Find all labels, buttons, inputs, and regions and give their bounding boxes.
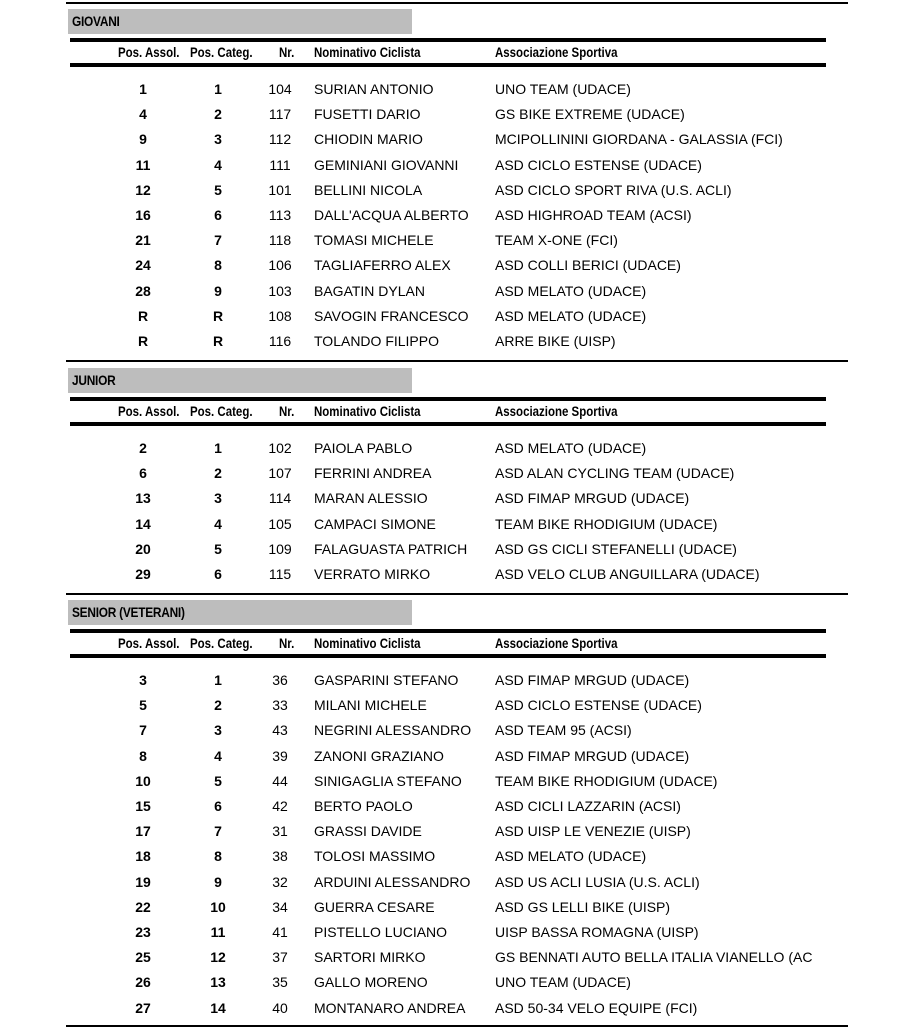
col-header-nr: Nr.	[279, 44, 295, 60]
pos-assol-cell: 21	[135, 232, 151, 249]
pos-assol-cell: 20	[135, 540, 151, 557]
table-row	[0, 106, 912, 131]
club-cell: ASD FIMAP MRGUD (UDACE)	[495, 747, 690, 764]
club-cell: ASD CICLO ESTENSE (UDACE)	[495, 156, 702, 173]
pos-categ-cell: 4	[214, 515, 222, 532]
category-title-bar	[68, 368, 412, 393]
rider-name-cell: FUSETTI DARIO	[314, 106, 421, 123]
table-row	[0, 131, 912, 156]
rider-name-cell: NEGRINI ALESSANDRO	[314, 722, 472, 739]
pos-categ-cell: 13	[210, 974, 226, 991]
pos-categ-cell: 1	[214, 81, 222, 97]
col-header-nr: Nr.	[279, 403, 295, 419]
club-cell: ASD GS LELLI BIKE (UISP)	[495, 898, 671, 915]
club-cell: ASD UISP LE VENEZIE (UISP)	[495, 823, 691, 840]
pos-assol-cell: 28	[135, 282, 151, 299]
pos-categ-cell: 1	[214, 672, 222, 688]
table-row	[0, 697, 912, 722]
divider-line	[66, 593, 848, 595]
table-row	[0, 566, 912, 591]
bib-number-cell: 33	[272, 697, 288, 714]
pos-assol-cell: 16	[135, 207, 151, 223]
col-header-pos-categ: Pos. Categ.	[190, 44, 253, 60]
rider-name-cell: BAGATIN DYLAN	[314, 282, 425, 299]
header-bottom-rule	[70, 654, 826, 658]
col-header-nr: Nr.	[279, 635, 295, 651]
pos-assol-cell: 12	[135, 181, 151, 198]
header-bottom-rule	[70, 422, 826, 426]
divider-line	[66, 360, 848, 362]
col-header-associazione: Associazione Sportiva	[495, 403, 618, 419]
rider-name-cell: BELLINI NICOLA	[314, 181, 423, 198]
bib-number-cell: 112	[268, 131, 292, 148]
bib-number-cell: 107	[268, 465, 292, 482]
table-row	[0, 465, 912, 490]
rider-name-cell: SURIAN ANTONIO	[314, 81, 434, 97]
pos-assol-cell: 25	[135, 949, 151, 966]
rider-name-cell: TOLOSI MASSIMO	[314, 848, 436, 865]
table-row	[0, 722, 912, 747]
pos-categ-cell: 6	[214, 566, 222, 582]
pos-categ-cell: 6	[214, 207, 222, 223]
rider-name-cell: SARTORI MIRKO	[314, 949, 426, 966]
header-bottom-rule	[70, 63, 826, 67]
rider-name-cell: PAIOLA PABLO	[314, 440, 413, 456]
club-cell: ASD CICLO ESTENSE (UDACE)	[495, 697, 702, 714]
col-header-pos-assol: Pos. Assol.	[118, 635, 180, 651]
pos-categ-cell: 5	[214, 772, 222, 789]
rider-name-cell: TOLANDO FILIPPO	[314, 333, 439, 349]
bib-number-cell: 102	[268, 440, 292, 456]
col-header-nominativo: Nominativo Ciclista	[314, 403, 421, 419]
rider-name-cell: VERRATO MIRKO	[314, 566, 431, 582]
club-cell: ASD ALAN CYCLING TEAM (UDACE)	[495, 465, 735, 482]
bib-number-cell: 113	[268, 207, 292, 223]
club-cell: UISP BASSA ROMAGNA (UISP)	[495, 924, 699, 940]
club-cell: ARRE BIKE (UISP)	[495, 333, 616, 349]
rider-name-cell: MILANI MICHELE	[314, 697, 427, 714]
club-cell: GS BENNATI AUTO BELLA ITALIA VIANELLO (AC	[495, 949, 813, 966]
club-cell: ASD MELATO (UDACE)	[495, 440, 647, 456]
table-row	[0, 283, 912, 308]
pos-assol-cell: 5	[139, 697, 147, 714]
pos-assol-cell: 22	[135, 898, 151, 915]
rider-name-cell: ZANONI GRAZIANO	[314, 747, 444, 764]
pos-categ-cell: 1	[214, 440, 222, 456]
club-cell: ASD COLLI BERICI (UDACE)	[495, 257, 681, 274]
bib-number-cell: 118	[268, 232, 292, 249]
club-cell: ASD US ACLI LUSIA (U.S. ACLI)	[495, 873, 700, 890]
pos-categ-cell: 7	[214, 823, 222, 840]
rider-name-cell: FERRINI ANDREA	[314, 465, 432, 482]
rider-name-cell: FALAGUASTA PATRICH	[314, 540, 468, 557]
category-title: JUNIOR	[72, 372, 116, 388]
pos-assol-cell: 8	[139, 747, 147, 764]
pos-assol-cell: 10	[135, 772, 151, 789]
rider-name-cell: MONTANARO ANDREA	[314, 999, 466, 1016]
table-row	[0, 308, 912, 333]
pos-categ-cell: 14	[210, 999, 226, 1016]
table-row	[0, 257, 912, 282]
col-header-associazione: Associazione Sportiva	[495, 44, 618, 60]
pos-categ-cell: 4	[214, 747, 222, 764]
bib-number-cell: 43	[272, 722, 288, 739]
col-header-pos-assol: Pos. Assol.	[118, 403, 180, 419]
rider-name-cell: TAGLIAFERRO ALEX	[314, 257, 451, 274]
table-row	[0, 232, 912, 257]
bib-number-cell: 108	[268, 307, 292, 324]
pos-categ-cell: 7	[214, 232, 222, 249]
bib-number-cell: 117	[268, 106, 292, 123]
rider-name-cell: BERTO PAOLO	[314, 798, 413, 814]
col-header-nominativo: Nominativo Ciclista	[314, 635, 421, 651]
table-row	[0, 974, 912, 999]
bib-number-cell: 34	[272, 898, 288, 915]
pos-categ-cell: 2	[214, 465, 222, 482]
rider-name-cell: GUERRA CESARE	[314, 898, 435, 915]
pos-categ-cell: R	[212, 333, 224, 349]
pos-categ-cell: 3	[214, 722, 222, 739]
club-cell: TEAM X-ONE (FCI)	[495, 232, 618, 249]
pos-assol-cell: 27	[135, 999, 151, 1016]
pos-assol-cell: 19	[135, 873, 151, 890]
club-cell: ASD VELO CLUB ANGUILLARA (UDACE)	[495, 566, 760, 582]
rider-name-cell: CAMPACI SIMONE	[314, 515, 436, 532]
bib-number-cell: 35	[272, 974, 288, 991]
rider-name-cell: PISTELLO LUCIANO	[314, 924, 448, 940]
category-title-bar	[68, 9, 412, 34]
rider-name-cell: GASPARINI STEFANO	[314, 672, 459, 688]
bib-number-cell: 109	[268, 540, 292, 557]
table-row	[0, 1000, 912, 1025]
pos-assol-cell: R	[137, 307, 149, 324]
pos-assol-cell: 24	[135, 257, 151, 274]
rider-name-cell: TOMASI MICHELE	[314, 232, 434, 249]
pos-categ-cell: 4	[214, 156, 222, 173]
table-row	[0, 541, 912, 566]
club-cell: GS BIKE EXTREME (UDACE)	[495, 106, 685, 123]
divider-line	[66, 1025, 848, 1027]
pos-categ-cell: 9	[214, 873, 222, 890]
bib-number-cell: 31	[272, 823, 288, 840]
col-header-pos-categ: Pos. Categ.	[190, 403, 253, 419]
pos-categ-cell: 12	[210, 949, 226, 966]
bib-number-cell: 105	[268, 515, 292, 532]
pos-assol-cell: 14	[135, 515, 151, 532]
table-row	[0, 333, 912, 358]
pos-assol-cell: 13	[135, 490, 151, 507]
table-row	[0, 207, 912, 232]
pos-assol-cell: 2	[139, 440, 147, 456]
table-row	[0, 949, 912, 974]
rider-name-cell: CHIODIN MARIO	[314, 131, 423, 148]
table-row	[0, 899, 912, 924]
club-cell: ASD TEAM 95 (ACSI)	[495, 722, 632, 739]
pos-categ-cell: R	[212, 307, 224, 324]
table-row	[0, 924, 912, 949]
bib-number-cell: 103	[268, 282, 292, 299]
pos-categ-cell: 3	[214, 490, 222, 507]
pos-categ-cell: 10	[210, 898, 226, 915]
category-title: SENIOR (VETERANI)	[72, 604, 185, 620]
header-top-rule	[70, 397, 826, 401]
club-cell: ASD FIMAP MRGUD (UDACE)	[495, 672, 690, 688]
bib-number-cell: 115	[268, 566, 292, 582]
category-section	[0, 600, 912, 1025]
table-row	[0, 748, 912, 773]
divider-line	[66, 2, 848, 4]
pos-categ-cell: 6	[214, 798, 222, 814]
pos-categ-cell: 11	[210, 924, 226, 940]
bib-number-cell: 37	[272, 949, 288, 966]
col-header-associazione: Associazione Sportiva	[495, 635, 618, 651]
rider-name-cell: GALLO MORENO	[314, 974, 428, 991]
pos-categ-cell: 9	[214, 282, 222, 299]
club-cell: ASD FIMAP MRGUD (UDACE)	[495, 490, 690, 507]
pos-assol-cell: 11	[135, 156, 151, 173]
club-cell: ASD CICLO SPORT RIVA (U.S. ACLI)	[495, 181, 732, 198]
table-row	[0, 848, 912, 873]
rider-name-cell: GEMINIANI GIOVANNI	[314, 156, 459, 173]
club-cell: ASD MELATO (UDACE)	[495, 848, 647, 865]
pos-assol-cell: R	[137, 333, 149, 349]
pos-assol-cell: 29	[135, 566, 151, 582]
rider-name-cell: ARDUINI ALESSANDRO	[314, 873, 471, 890]
bib-number-cell: 44	[272, 772, 288, 789]
table-row	[0, 81, 912, 106]
col-header-pos-categ: Pos. Categ.	[190, 635, 253, 651]
pos-categ-cell: 3	[214, 131, 222, 148]
pos-assol-cell: 3	[139, 672, 147, 688]
club-cell: TEAM BIKE RHODIGIUM (UDACE)	[495, 772, 718, 789]
table-row	[0, 874, 912, 899]
club-cell: UNO TEAM (UDACE)	[495, 974, 631, 991]
table-row	[0, 182, 912, 207]
rider-name-cell: GRASSI DAVIDE	[314, 823, 422, 840]
table-row	[0, 516, 912, 541]
bib-number-cell: 36	[272, 672, 288, 688]
bib-number-cell: 111	[269, 156, 291, 173]
category-title: GIOVANI	[72, 13, 120, 29]
club-cell: ASD GS CICLI STEFANELLI (UDACE)	[495, 540, 737, 557]
pos-assol-cell: 15	[135, 798, 151, 814]
pos-categ-cell: 2	[214, 106, 222, 123]
pos-categ-cell: 2	[214, 697, 222, 714]
category-section	[0, 368, 912, 591]
pos-categ-cell: 5	[214, 181, 222, 198]
bib-number-cell: 104	[268, 81, 292, 97]
table-row	[0, 440, 912, 465]
bib-number-cell: 106	[268, 257, 292, 274]
pos-assol-cell: 4	[139, 106, 147, 123]
pos-categ-cell: 8	[214, 848, 222, 865]
pos-assol-cell: 9	[139, 131, 147, 148]
bib-number-cell: 38	[272, 848, 288, 865]
club-cell: ASD HIGHROAD TEAM (ACSI)	[495, 207, 692, 223]
header-top-rule	[70, 38, 826, 42]
pos-assol-cell: 17	[135, 823, 151, 840]
col-header-pos-assol: Pos. Assol.	[118, 44, 180, 60]
club-cell: ASD MELATO (UDACE)	[495, 307, 647, 324]
col-header-nominativo: Nominativo Ciclista	[314, 44, 421, 60]
rider-name-cell: DALL'ACQUA ALBERTO	[314, 207, 469, 223]
club-cell: UNO TEAM (UDACE)	[495, 81, 631, 97]
table-row	[0, 798, 912, 823]
bib-number-cell: 40	[272, 999, 288, 1016]
bib-number-cell: 32	[272, 873, 288, 890]
bib-number-cell: 42	[272, 798, 288, 814]
pos-assol-cell: 26	[135, 974, 151, 991]
club-cell: ASD 50-34 VELO EQUIPE (FCI)	[495, 999, 698, 1016]
pos-categ-cell: 5	[214, 540, 222, 557]
rider-name-cell: SAVOGIN FRANCESCO	[314, 307, 469, 324]
bib-number-cell: 116	[268, 333, 292, 349]
header-top-rule	[70, 629, 826, 633]
table-row	[0, 157, 912, 182]
pos-assol-cell: 7	[139, 722, 147, 739]
table-row	[0, 773, 912, 798]
pos-categ-cell: 8	[214, 257, 222, 274]
category-title-bar	[68, 600, 412, 625]
club-cell: ASD MELATO (UDACE)	[495, 282, 647, 299]
bib-number-cell: 41	[272, 924, 288, 940]
rider-name-cell: MARAN ALESSIO	[314, 490, 428, 507]
bib-number-cell: 114	[268, 490, 292, 507]
pos-assol-cell: 1	[139, 81, 147, 97]
bib-number-cell: 39	[272, 747, 288, 764]
category-section	[0, 9, 912, 358]
table-row	[0, 490, 912, 515]
bib-number-cell: 101	[268, 181, 292, 198]
club-cell: MCIPOLLININI GIORDANA - GALASSIA (FCI)	[495, 131, 783, 148]
pos-assol-cell: 18	[135, 848, 151, 865]
club-cell: TEAM BIKE RHODIGIUM (UDACE)	[495, 515, 718, 532]
rider-name-cell: SINIGAGLIA STEFANO	[314, 772, 462, 789]
table-row	[0, 823, 912, 848]
table-row	[0, 672, 912, 697]
pos-assol-cell: 23	[135, 924, 151, 940]
pos-assol-cell: 6	[139, 465, 147, 482]
club-cell: ASD CICLI LAZZARIN (ACSI)	[495, 798, 681, 814]
